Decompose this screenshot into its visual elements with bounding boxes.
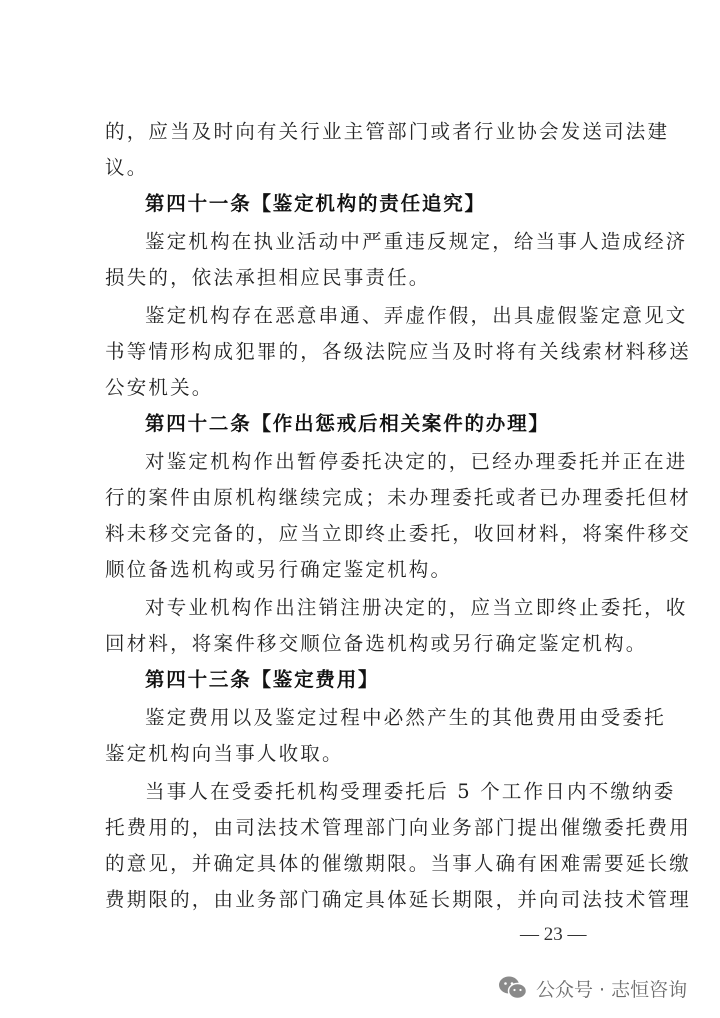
text-line: 公安机关。 [105,376,214,399]
text-line: 鉴定费用以及鉴定过程中必然产生的其他费用由受委托 [145,706,666,729]
text-line: 鉴定机构在执业活动中严重违反规定，给当事人造成经济 [145,230,688,253]
text-line: 损失的，依法承担相应民事责任。 [105,266,431,289]
text-line: 对专业机构作出注销注册决定的，应当立即终止委托，收 [145,596,688,619]
text-line: 料未移交完备的，应当立即终止委托，收回材料，将案件移交 [105,522,691,545]
article-heading: 第四十一条【鉴定机构的责任追究】 [145,192,486,215]
text-line: 当事人在受委托机构受理委托后 5 个工作日内不缴纳委 [145,780,676,803]
article-heading: 第四十二条【作出惩戒后相关案件的办理】 [145,412,550,435]
article-heading: 第四十三条【鉴定费用】 [145,668,380,691]
text-line: 回材料，将案件移交顺位备选机构或另行确定鉴定机构。 [105,632,648,655]
text-line: 鉴定机构存在恶意串通、弄虚作假，出具虚假鉴定意见文 [145,304,688,327]
text-line: 鉴定机构向当事人收取。 [105,742,344,765]
watermark [498,970,687,1006]
text-line: 对鉴定机构作出暂停委托决定的，已经办理委托并正在进 [145,450,688,473]
text-line: 议。 [105,156,149,179]
text-line: 托费用的，由司法技术管理部门向业务部门提出催缴委托费用 [105,816,691,839]
wechat-icon [498,975,528,1001]
text-line: 书等情形构成犯罪的，各级法院应当及时将有关线索材料移送 [105,340,691,363]
text-line: 的意见，并确定具体的催缴期限。当事人确有困难需要延长缴 [105,852,691,875]
page-number: — 23 — [520,924,587,945]
text-line: 费期限的，由业务部门确定具体延长期限，并向司法技术管理 [105,888,691,911]
text-line: 的，应当及时向有关行业主管部门或者行业协会发送司法建 [105,120,670,143]
text-line: 行的案件由原机构继续完成；未办理委托或者已办理委托但材 [105,486,691,509]
watermark-text: 公众号 · 志恒咨询 [536,978,688,1001]
text-line: 顺位备选机构或另行确定鉴定机构。 [105,558,453,581]
